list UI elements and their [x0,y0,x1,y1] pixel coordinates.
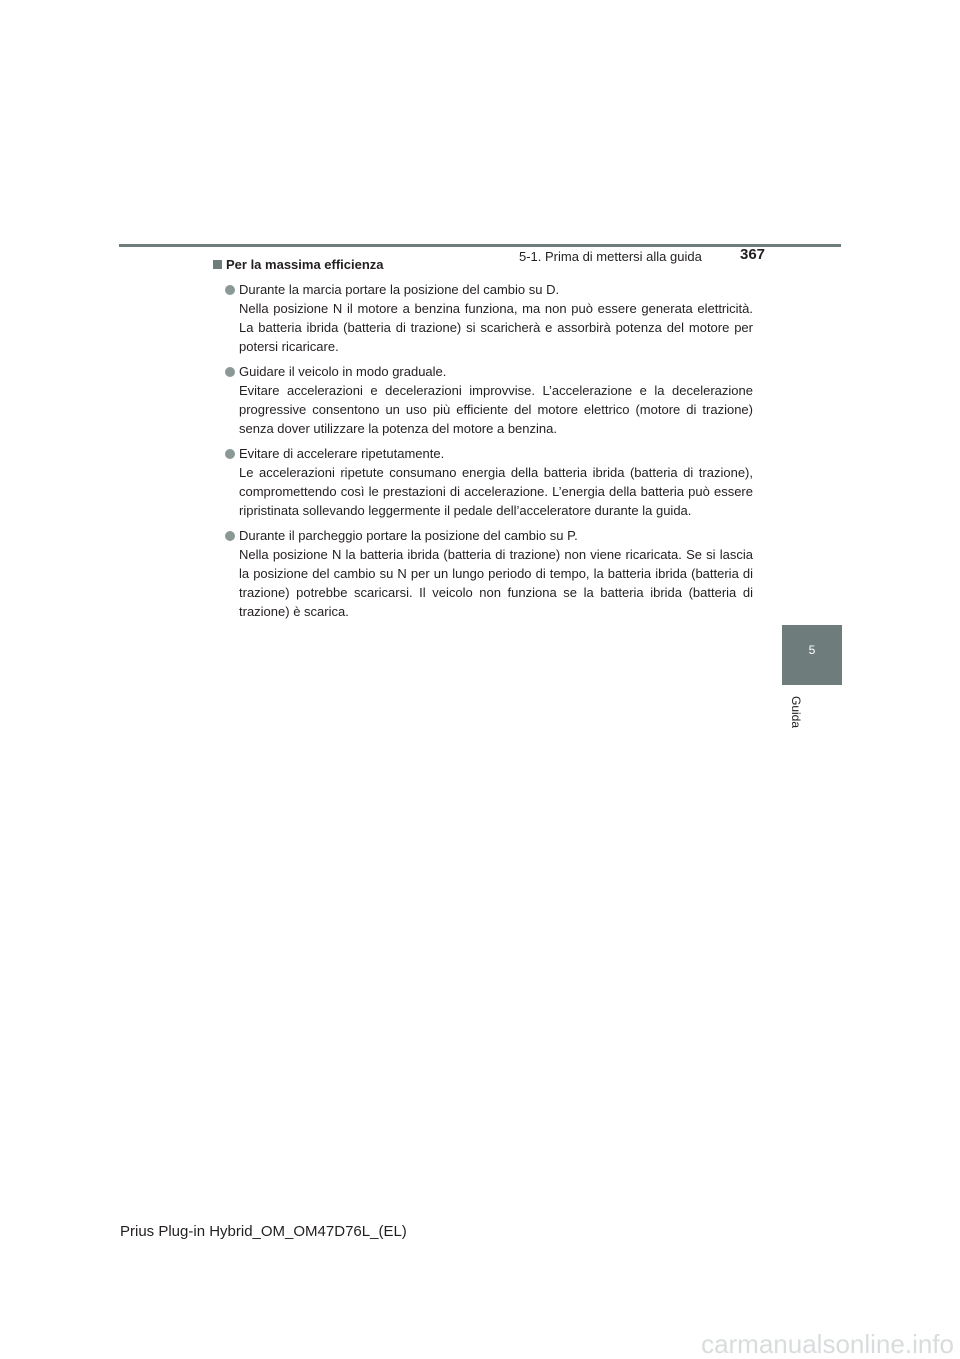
round-bullet-icon [225,449,235,459]
list-item [213,526,753,621]
list-item-head: Guidare il veicolo in modo graduale. [239,364,447,379]
chapter-label: Guida [789,696,803,729]
main-content [213,255,753,627]
list-item-body: Le accelerazioni ripetute consumano energia della batteria ibrida (batteria di trazione), compromettendo così le prestazioni di accelerazione. L’energia della batteria può essere ripristinata sollevando leggermente il pedale dell’acceleratore durante la guida. [239,465,753,518]
content-heading [213,255,753,274]
list-item-body: Nella posizione N la batteria ibrida (batteria di trazione) non viene ricaricata. Se si lascia la posizione del cambio su N per un lungo periodo di tempo, la batteria ibrida (batteria di trazione) potrebbe scaricarsi. Il veicolo non funziona se la batteria ibrida (batteria di trazione) è scarica. [239,547,753,619]
list-item-head: Evitare di accelerare ripetutamente. [239,446,445,461]
list-item-head: Durante il parcheggio portare la posizione del cambio su P. [239,528,578,543]
section-title: 5-1. Prima di mettersi alla guida [519,249,702,264]
square-bullet-icon [213,260,222,269]
list-item-body: Evitare accelerazioni e decelerazioni improvvise. L’accelerazione e la decelerazione progressive consentono un uso più efficiente del motore elettrico (motore di trazione) senza dover utilizzare la potenza del motore a benzina. [239,383,753,436]
list-item-body: Nella posizione N il motore a benzina funziona, ma non può essere generata elettricità. La batteria ibrida (batteria di trazione) si scaricherà e assorbirà potenza del motore per potersi ricaricare. [239,301,753,354]
list-item [213,444,753,520]
list-item-head: Durante la marcia portare la posizione del cambio su D. [239,282,560,297]
watermark: carmanualsonline.info [701,1329,954,1359]
page-number: 367 [740,246,766,263]
round-bullet-icon [225,367,235,377]
round-bullet-icon [225,285,235,295]
header-rule [119,244,841,247]
chapter-number: 5 [808,643,816,657]
list-item [213,280,753,356]
document-footer: Prius Plug-in Hybrid_OM_OM47D76L_(EL) [120,1223,407,1240]
round-bullet-icon [225,531,235,541]
content-heading-text: Per la massima efficienza [226,257,384,272]
chapter-tab[interactable] [782,625,842,685]
list-item [213,362,753,438]
